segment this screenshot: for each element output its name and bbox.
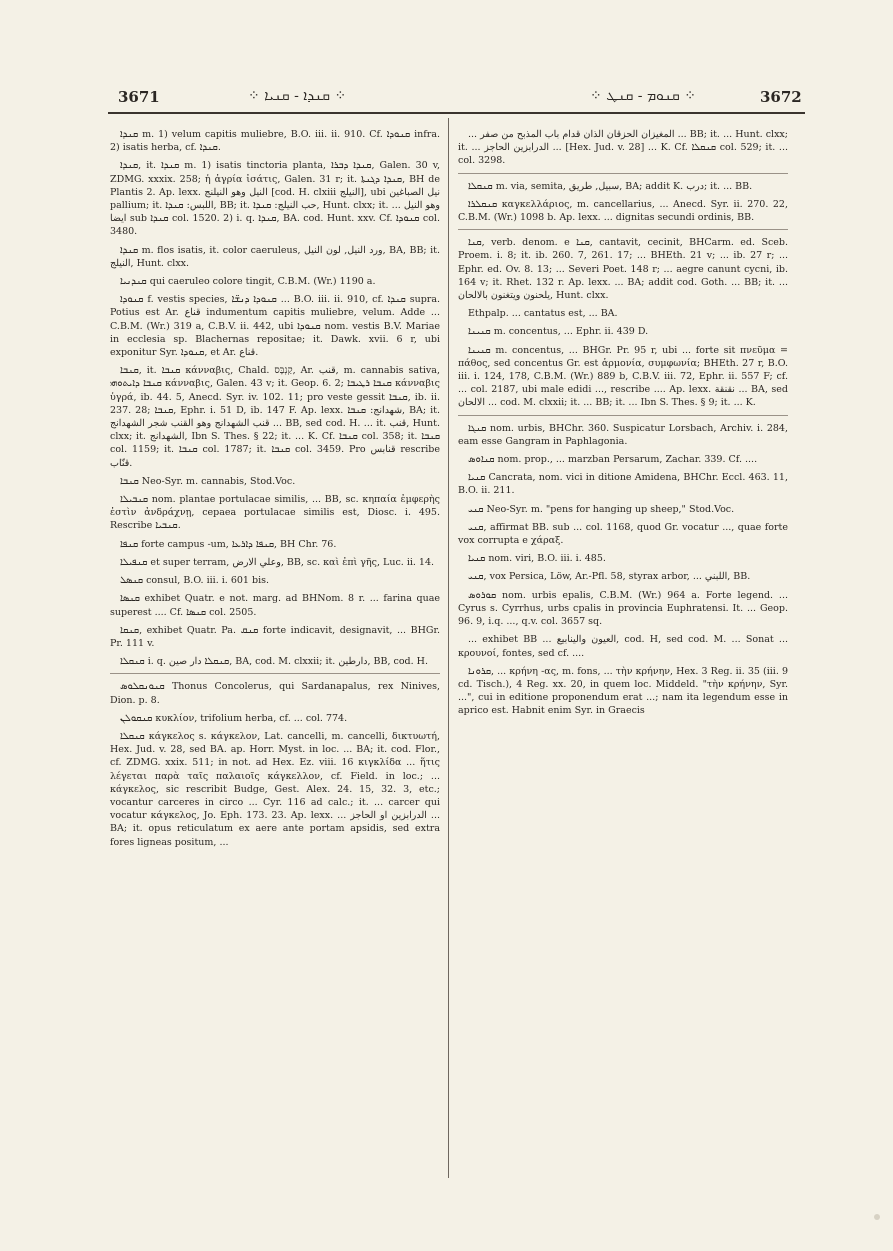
entry: ... exhibet BB ... العيون والينابيع, cod. H, sed cod. M. ... Sonat ... κρουνοί, fontes, sed cf. .... xyxy=(458,634,788,659)
entry: ܩܢܝ Neo-Syr. m. "pens for hanging up sheep," Stod.Voc. xyxy=(468,503,735,515)
entry: ܩܢܝܐ nom. viri, B.O. iii. i. 485. xyxy=(468,553,606,565)
entry: ܩܢܘܢܩܠܘܣ Thonus Concolerus, qui Sardanapalus, rex Ninives, Dion. p. 8. xyxy=(110,681,440,706)
entry-separator xyxy=(458,415,788,416)
column-divider xyxy=(448,118,449,1178)
entry: ܩܢܝ, vox Persica, Löw, Ar.-Pfl. 58, styrax arbor, ... اللبني, BB. xyxy=(468,571,751,583)
entry: ܩܢܣܐ exhibet Quatr. e not. marg. ad BHNom. 8 r. ... farina quae superest .... Cf. ܩܢܣܐ col. 2505. xyxy=(110,593,440,618)
entry: ܩܢܩܘܠܢ κυκλίον, trifolium herba, cf. ... col. 774. xyxy=(120,712,348,724)
entry: ܩܢܝܢܐ m. concentus, ... Ephr. ii. 439 D. xyxy=(468,326,649,338)
entry: Ethpalp. ... cantatus est, ... BA. xyxy=(468,308,618,320)
left-page-number: 3671 xyxy=(118,88,160,106)
page-edge-mark xyxy=(874,1214,880,1220)
header-rule xyxy=(108,112,805,114)
right-page-number: 3672 xyxy=(760,88,802,106)
entry: ܩܢܕܐ, it. ܩܢܕܐ m. 1) isatis tinctoria planta, ܩܢܕܐ ܕܒܪܐ, Galen. 30 v, ZDMG. xxxix. 258; ἡ ἀγρία ἰσάτις, Galen. 31 r; it. ܩܢܕܐ ܕܓܢܬܐ, BH de Plantis 2. Ap. lexx. النيل وهو النيلنج [cod. H. clxiii النيلج], ubi نيل الصباغين pallium; it. اللبس: ܩܢܕܐ, BB; it. حب النيلج: ܩܢܕܐ, Hunt. clxx; it. وهو النيل ... ايضا sub ܩܢܕܐ col. 1520. 2) i. q. ܩܢܕܐ, BA. cod. Hunt. xxv. Cf. ܩܢܘܕܐ col. 3480. xyxy=(110,160,441,238)
entry: ܩܢܘܕܐ f. vestis species, ܩܢܘܕܐ ܕܢܫ̈ܐ ... B.O. iii. ii. 910, cf. ܩܢܕܐ supra. Potius est Ar. قناع indumentum capitis muliebre, velum. Adde ... C.B.M. (Wr.) 319 a, C.B.V. ii. 442, ubi ܩܢܘܕܐ nom. vestis B.V. Mariae in ecclesia sp. Blachernas repositae; it. Dawk. xvii. 6 r, ubi exponitur Syr. ܩܢܘܕܐ, et Ar. قناع. xyxy=(110,294,441,359)
entry: ܩܢܩܐ, exhibet Quatr. Pa. ܩܢܩ forte indicavit, designavit, ... BHGr. Pr. 111 v. xyxy=(110,624,440,649)
entry-separator xyxy=(458,229,788,230)
entry-separator xyxy=(458,173,788,174)
entry: ܩܢܓܐ nom. urbis, BHChr. 360. Suspicatur Lorsbach, Archiv. i. 284, eam esse Gangram in Paphlagonia. xyxy=(458,422,788,447)
entry: ܩܢܒܝܠܐ nom. plantae portulacae similis, ... BB, sc. κηπαία ἐμφερὴς ἐστὶν ἀνδράχνῃ, cepaea portulacae similis est, Diosc. i. 495. Rescribe ܩܢܒܝܐ. xyxy=(110,494,440,532)
entry: ܩܢܣܠ consul, B.O. iii. i. 601 bis. xyxy=(120,575,269,587)
entry: ܩܢܕܐ m. 1) velum capitis muliebre, B.O. iii. ii. 910. Cf. ܩܢܘܕܐ infra. 2) isatis herba, cf. ܩܢܕܐ. xyxy=(110,129,440,154)
entry: ܩܢܝܐ Cancrata, nom. vici in ditione Amidena, BHChr. Eccl. 463. 11, B.O. ii. 211. xyxy=(458,472,788,497)
entry: ܩܢܝ, affirmat BB. sub ... col. 1168, quod Gr. vocatur ..., quae forte vox corrupta e χάραξ. xyxy=(458,521,788,547)
right-column xyxy=(458,128,788,723)
entry: ܩܢܐܘܣ nom. prop., ... marzban Persarum, Zachar. 339. Cf. .... xyxy=(468,454,758,466)
entry-separator xyxy=(110,673,440,674)
entry: ܩܢܝܢܐ m. concentus, ... BHGr. Pr. 95 r, ubi ... forte sit πνεῦμα = πάθος, sed concentus Gr. est ἁρμονία, συμφωνία; BHEth. 27 r, B.O. iii. i. 124, 178, C.B.M. (Wr.) 889 b, C.B.V. iii. 72, Ephr. ii. 557 F; cf. ... col. 2187, ubi male edidi ..., rescribe .... Ap. lexx. نقنقة ... BA, sed الالحان ... cod. M. clxxii; it. ... BB; it. ... Ibn S. Thes. § 9; it. ... K. xyxy=(458,344,788,409)
entry: ܩܢܕܐ m. flos isatis, it. color caeruleus, ورد النيل, لون النيل, BA, BB; it. النيلج, Hunt. clxx. xyxy=(110,244,440,269)
entry: ܩܘܪܘܣ nom. urbis epalis, C.B.M. (Wr.) 964 a. Forte legend. ... Cyrus s. Cyrrhus, urbs cpalis in provincia Euphratensi. It. ... Geop. 96. 9, i.q. ..., q.v. col. 3657 sq. xyxy=(458,589,788,628)
entry: ܩܢܦܐ forte campus -um, ܩܢܦܐ ܕܐܪܥܐ, BH Chr. 76. xyxy=(120,538,337,550)
entry: ܩܢܒܐ, it. ܩܢܒܐ κάνναβις, Chald. קַנְבָּס, Ar. قنب, m. cannabis sativa, ܩܢܒܐ ܕܐܝܬܘܗܝ κάνναβις, Galen. 43 v; it. Geop. 6. 2; ܩܢܒܐ ܪܛܝܒܐ κάνναβις ὑγρά, ib. 44. 5, Anecd. Syr. iv. 102. 11; pro veste gessit ܩܢܒܐ, ib. ii. 237. 28; ܩܢܒܐ, Ephr. i. 51 D, ib. 147 F. Ap. lexx. شهدانج: ܩܢܒܐ, BA; it. قنب الشهدانج وهو القنب شجر الشهدانج ... BB, sed cod. H. ... it. قنب, Hunt. clxx; it. الشهدانج, Ibn S. Thes. § 22; it. ... K. Cf. ܩܢܒܐ col. 358; it. ܩܢܒܐ col. 1159; it. ܩܢܒܐ col. 1787; it. ܩܢܒܐ col. 3459. Pro قنابس rescribe قنّاب. xyxy=(110,365,441,469)
entry: ܩܢܩܠܐ κάγκελος s. κάγκελον, Lat. cancelli, m. cancelli, δικτυωτή, Hex. Jud. v. 28, sed BA. ap. Horr. Myst. in loc. ... BA; it. cod. Flor., cf. ZDMG. xxix. 511; in not. ad Hex. Ez. viii. 16 κιγκλίδα ... ἥτις λέγεται παρὰ ταῖς παλαιοῖς κάγκελλον, cf. Field. in loc.; ... κάγκελος, sic rescribit Budge, Gest. Alex. 24. 15, 32. 3, etc.; vocantur carceres in circo ... Cyr. 116 ad calc.; it. ... carcer qui vocatur κάγκελος, Jo. Eph. 173. 23. Ap. lexx. ... الدرابزين او الحاجز ... BA; it. opus reticulatum ex aere ante portam apsidis, sed extra fores ligneas positum, ... xyxy=(110,730,440,848)
entry: ܩܪܘܢܐ, ... κρήνη -ας, m. fons, ... τὴν κρήνην, Hex. 3 Reg. ii. 35 (iii. 9 cd. Tisch.), 4 Reg. xx. 20, in quem loc. Middeld. "τὴν κρήνην, Syr. ...", cui in editione proponendum erat ...; nam ita legendum esse in aprico est. Habnit enim Syr. in Graecis xyxy=(458,665,788,717)
left-running-title: ⁘ ܩܢܕܐ - ܩܢܝܐ ⁘ xyxy=(248,88,347,104)
entry: ܩܢܩܠܪܐ καγκελλάριος, m. cancellarius, ... Anecd. Syr. ii. 270. 22, C.B.M. (Wr.) 1098 b. Ap. lexx. ... dignitas secundi ordinis, BB. xyxy=(458,198,788,224)
left-column xyxy=(110,128,440,854)
entry: ܩܢܩܠܐ m. via, semita, سبيل, طريق, BA; addit K. درب; it. ... BB. xyxy=(468,180,753,192)
entry: ܩܢܒܐ Neo-Syr. m. cannabis, Stod.Voc. xyxy=(120,475,296,487)
entry: ܩܢܦܝܠܐ et super terram, وعلي الارض, BB, sc. καὶ ἐπὶ γῆς, Luc. ii. 14. xyxy=(120,556,435,568)
entry: ܩܢܕܢܝܐ qui caeruleo colore tingit, C.B.M. (Wr.) 1190 a. xyxy=(120,276,376,288)
entry: ... المغيزان الحزقان الذان قدام باب المذبح من صفر ... BB; it. ... Hunt. clxx; it. ... الدرابزين الحاجز ... [Hex. Jud. v. 28] ... K. Cf. ܩܢܩܠܐ col. 529; it. ... col. 3298. xyxy=(458,129,788,167)
right-running-title: ⁘ ܩܢܘܡ - ܩܢܛ ⁘ xyxy=(590,88,696,104)
entry: ܩܢܐ, verb. denom. e ܩܢܐ, cantavit, cecinit, BHCarm. ed. Sceb. Proem. i. 8; it. ib. 260. 7, 261. 17; ... BHEth. 21 v; ... ib. 27 r; ... Ephr. ed. Ov. 8. 13; ... Severi Poet. 148 r; ... aegre canunt cycni, ib. 164 v; it. Rhet. 132 r. Ap. lexx. ... BA; addit cod. Goth. ... BB; it. ... يلحنون ويتغنون بالالحان, Hunt. clxx. xyxy=(458,237,788,302)
entry: ܩܢܩܠܐ i. q. ܩܢܩܠܐ دار صين, BA, cod. M. clxxii; it. دارطين, BB, cod. H. xyxy=(120,656,428,668)
